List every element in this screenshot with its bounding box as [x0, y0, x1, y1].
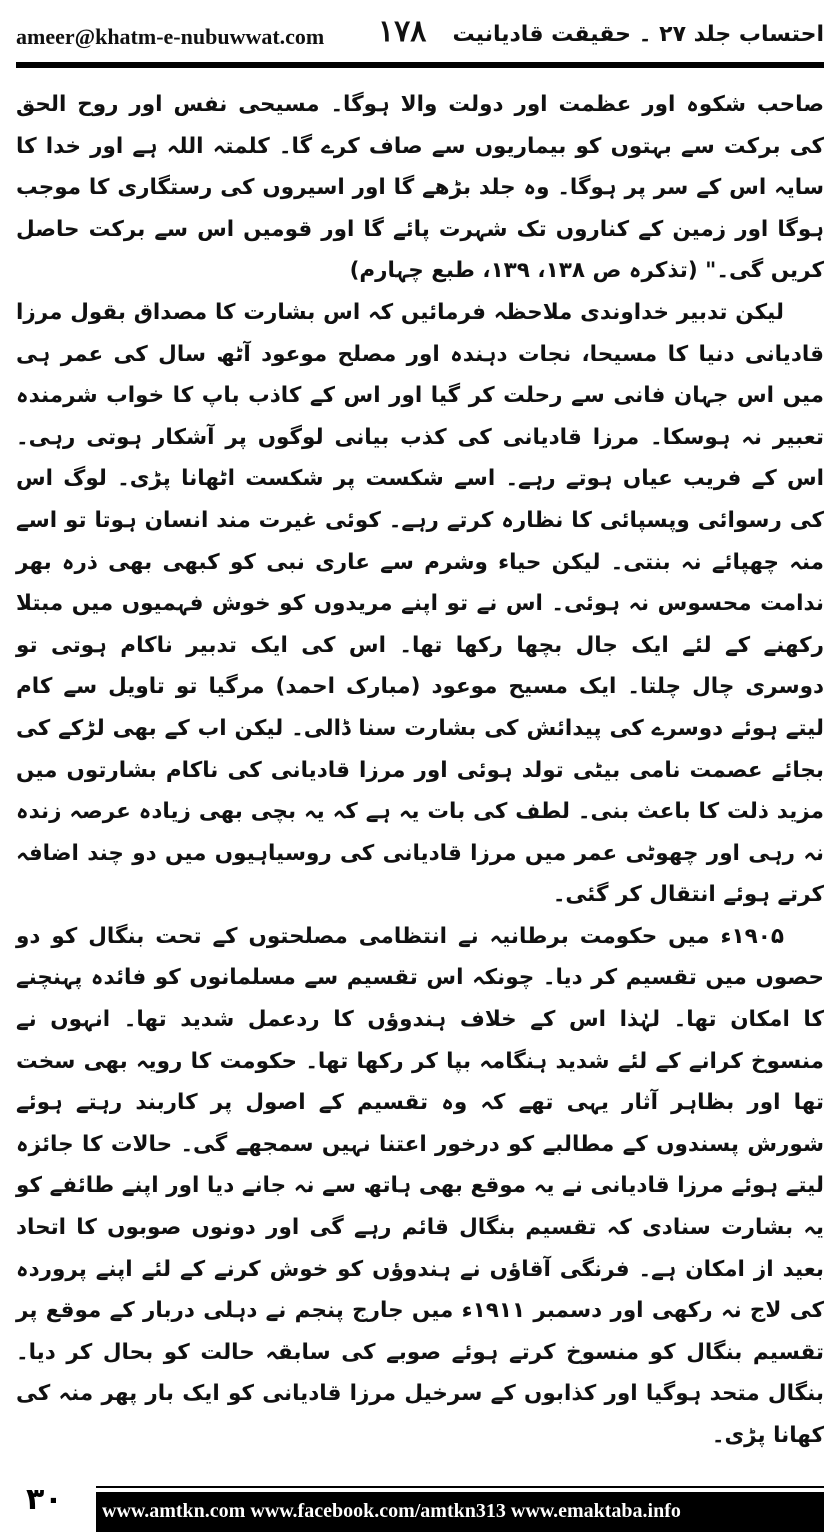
article-body	[16, 84, 824, 1457]
paragraph-1-text: صاحب شکوہ اور عظمت اور دولت والا ہوگا۔ مسیحی نفس اور روح الحق کی برکت سے بہتوں کو بیماریوں سے صاف کرے گا۔ کلمتہ اللہ ہے اور خدا کا سایہ اس کے سر پر ہوگا۔ وہ جلد بڑھے گا اور اسیروں کی رستگاری کا موجب ہوگا اور زمین کے کناروں تک شہرت پائے گا اور قومیں اس سے برکت حاصل کریں گی۔"	[16, 92, 824, 284]
paragraph-2: لیکن تدبیر خداوندی ملاحظہ فرمائیں کہ اس بشارت کا مصداق بقول مرزا قادیانی دنیا کا مسیحا، نجات دہندہ اور مصلح موعود آٹھ سال کی عمر ہی میں اس جہان فانی سے رحلت کر گیا اور اس کے کاذب باپ کا خواب شرمندہ تعبیر نہ ہوسکا۔ مرزا قادیانی کی کذب بیانی لوگوں پر آشکار ہوتی رہی۔ اس کے فریب عیاں ہوتے رہے۔ اسے شکست پر شکست اٹھانا پڑی۔ لوگ اس کی رسوائی وپسپائی کا نظارہ کرتے رہے۔ کوئی غیرت مند انسان ہوتا تو اسے منہ چھپائے نہ بنتی۔ لیکن حیاء وشرم سے عاری نبی کو کبھی بھی ذرہ بھر ندامت محسوس نہ ہوئی۔ اس نے تو اپنے مریدوں کو خوش فہمیوں میں مبتلا رکھنے کے لئے ایک جال بچھا رکھا تھا۔ اس کی ایک تدبیر ناکام ہوتی تو دوسری چال چلتا۔ ایک مسیح موعود (مبارک احمد) مرگیا تو تاویل سے کام لیتے ہوئے دوسرے کی پیدائش کی بشارت سنا ڈالی۔ لیکن اب کے بھی لڑکے کی بجائے عصمت نامی بیٹی تولد ہوئی اور مرزا قادیانی کی ناکام بشارتوں میں مزید ذلت کا باعث بنی۔ لطف کی بات یہ ہے کہ یہ بچی بھی زیادہ عرصہ زندہ نہ رہی اور چھوٹی عمر میں مرزا قادیانی کی روسیاہیوں میں دو چند اضافہ کرتے ہوئے انتقال کر گئی۔	[16, 299, 824, 908]
header-title: احتساب جلد ۲۷ ۔ حقیقت قادیانیت	[452, 22, 824, 47]
footer-page-number: ۳۰	[26, 1482, 63, 1517]
footer-rule	[96, 1488, 824, 1492]
paragraph-1	[16, 84, 824, 292]
footer-links: www.amtkn.com www.facebook.com/amtkn313 www.emaktaba.info	[102, 1500, 681, 1522]
header-page-number: ۱۷۸	[378, 14, 427, 49]
citation: (تذکرہ ص ۱۳۸، ۱۳۹، طبع چہارم)	[349, 258, 698, 284]
header-rule	[16, 62, 824, 68]
paragraph-3: ۱۹۰۵ء میں حکومت برطانیہ نے انتظامی مصلحتوں کے تحت بنگال کو دو حصوں میں تقسیم کر دیا۔ چونکہ اس تقسیم سے مسلمانوں کو فائدہ پہنچنے کا امکان تھا۔ لہٰذا اس کے خلاف ہندوؤں کا ردعمل شدید تھا۔ انہوں نے منسوخ کرانے کے لئے شدید ہنگامہ بپا کر رکھا تھا۔ حکومت کا رویہ بھی سخت تھا اور بظاہر آثار یہی تھے کہ وہ تقسیم کے اصول پر کاربند رہتے ہوئے شورش پسندوں کے مطالبے کو درخور اعتنا نہیں سمجھے گی۔ حالات کا جائزہ لیتے ہوئے مرزا قادیانی نے یہ موقع بھی ہاتھ سے نہ جانے دیا اور اپنے طائفے کو یہ بشارت سنادی کہ تقسیم بنگال قائم رہے گی اور دونوں صوبوں کا اتحاد بعید از امکان ہے۔ فرنگی آقاؤں نے ہندوؤں کو خوش کرنے کے لئے اپنے پروردہ کی لاج نہ رکھی اور دسمبر ۱۹۱۱ء میں جارج پنجم نے دہلی دربار کے موقع پر تقسیم بنگال کو منسوخ کرتے ہوئے صوبے کی سابقہ حالت کو بحال کر دیا۔ بنگال متحد ہوگیا اور کذابوں کے سرخیل مرزا قادیانی کو ایک بار پھر منہ کی کھانا پڑی۔	[16, 923, 824, 1448]
header-email: ameer@khatm-e-nubuwwat.com	[16, 24, 325, 49]
page-header	[16, 14, 824, 58]
